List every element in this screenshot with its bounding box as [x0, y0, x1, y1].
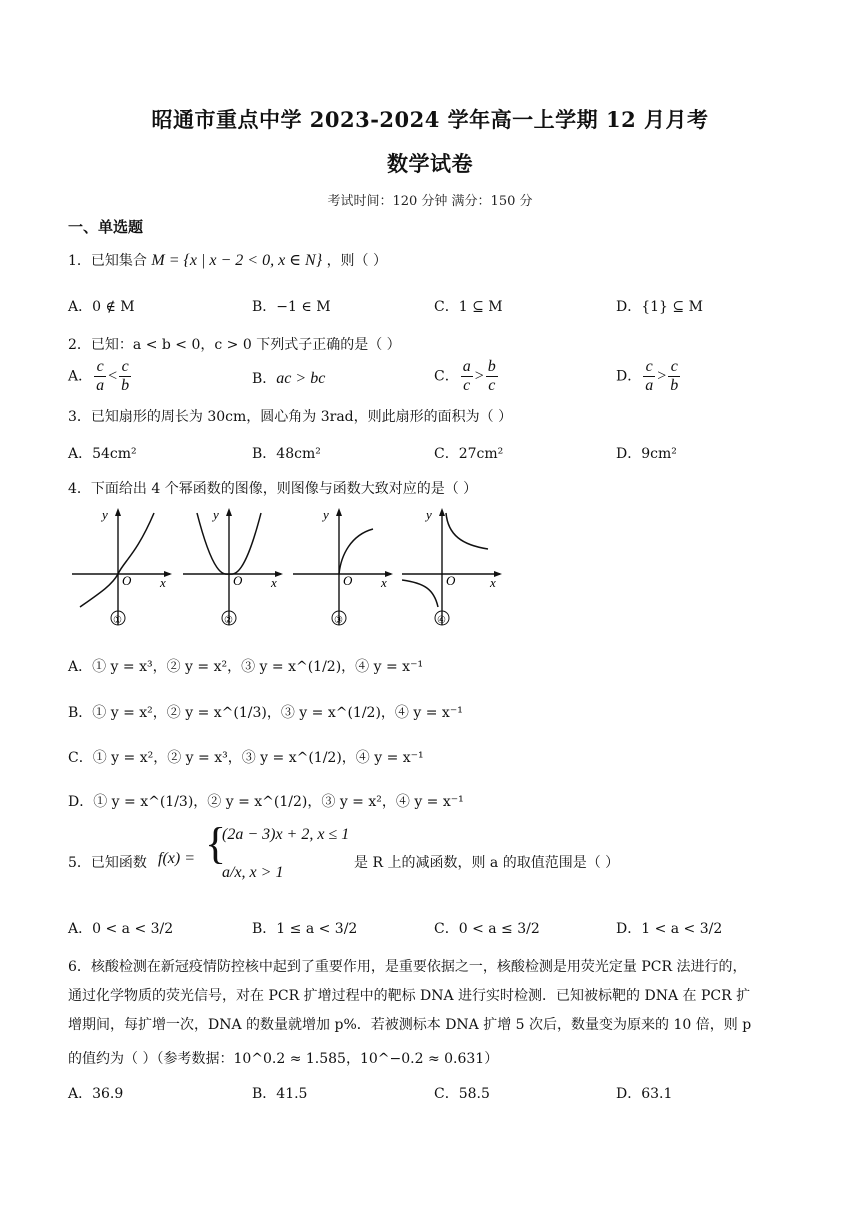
q1-prefix: 1．已知集合: [68, 253, 147, 269]
exam-title: 昭通市重点中学 2023-2024 学年高一上学期 12 月月考: [151, 107, 709, 132]
q5-case-1: (2a − 3)x + 2, x ≤ 1: [222, 826, 350, 843]
q6-line-1: 6．核酸检测在新冠疫情防控核中起到了重要作用，是重要依据之一，核酸检测是用荧光定量 PCR 法进行的，: [68, 959, 747, 975]
exam-info: 考试时间：120 分钟 满分：150 分: [327, 194, 533, 209]
q6-option-b[interactable]: B．41.5: [252, 1086, 308, 1102]
question-2: 2．已知：a < b < 0，c > 0 下列式子正确的是（ ）: [68, 337, 401, 353]
graph-2: [183, 505, 288, 630]
q2-option-c[interactable]: C． $\frac{a}{c}$ > $\frac{b}{c}$: [434, 358, 496, 394]
q5-prefix: 5．已知函数: [68, 855, 147, 871]
graph-label: ④: [437, 615, 446, 626]
q4-option-a[interactable]: A．① y = x³，② y = x²，③ y = x^(1/2)，④ y = x⁻¹: [68, 659, 424, 675]
graph-label: ①: [113, 615, 122, 626]
q2-option-a[interactable]: A． $\frac{c}{a}$ < $\frac{c}{b}$: [68, 358, 130, 394]
q4-option-c[interactable]: C．① y = x²，② y = x³，③ y = x^(1/2)，④ y = x⁻¹: [68, 750, 424, 766]
q1-set: M = {x | x − 2 < 0, x ∈ N}: [151, 252, 323, 269]
q6-line-2: 通过化学物质的荧光信号，对在 PCR 扩增过程中的靶标 DNA 进行实时检测．已知被标靶的 DNA 在 PCR 扩: [68, 988, 751, 1004]
question-3: 3．已知扇形的周长为 30cm，圆心角为 3rad，则此扇形的面积为（ ）: [68, 409, 513, 425]
axis-y-label: y: [102, 507, 108, 522]
q6-option-c[interactable]: C．58.5: [434, 1086, 490, 1102]
q1-option-a[interactable]: A．0 ∉ M: [68, 299, 135, 315]
q3-option-a[interactable]: A．54cm²: [68, 446, 137, 462]
origin-label: O: [122, 573, 132, 588]
q1-option-c[interactable]: C．1 ⊆ M: [434, 299, 503, 315]
graph-label: ③: [334, 615, 343, 626]
q6-option-a[interactable]: A．36.9: [68, 1086, 124, 1102]
q3-option-d[interactable]: D．9cm²: [616, 446, 677, 462]
q5-function-name: f(x) =: [158, 850, 195, 867]
axis-x-label: x: [490, 575, 496, 590]
q3-option-c[interactable]: C．27cm²: [434, 446, 504, 462]
origin-label: O: [446, 573, 456, 588]
q3-option-b[interactable]: B．48cm²: [252, 446, 321, 462]
axis-x-label: x: [271, 575, 277, 590]
graph-1: [72, 505, 177, 630]
q2-option-d[interactable]: D． $\frac{c}{a}$ > $\frac{c}{b}$: [616, 358, 679, 394]
axis-y-label: y: [323, 507, 329, 522]
axis-x-label: x: [381, 575, 387, 590]
q6-line-3: 增期间，每扩增一次，DNA 的数量就增加 p%．若被测标本 DNA 扩增 5 次后，数量变为原来的 10 倍，则 p: [68, 1017, 752, 1033]
origin-label: O: [343, 573, 353, 588]
section-heading: 一、单选题: [68, 218, 144, 236]
q5-option-b[interactable]: B．1 ≤ a < 3/2: [252, 921, 358, 937]
q1-option-b[interactable]: B．−1 ∈ M: [252, 299, 331, 315]
graph-label: ②: [224, 615, 233, 626]
axis-y-label: y: [213, 507, 219, 522]
q5-option-c[interactable]: C．0 < a ≤ 3/2: [434, 921, 540, 937]
q5-option-a[interactable]: A．0 < a < 3/2: [68, 921, 174, 937]
q5-suffix: 是 R 上的减函数，则 a 的取值范围是（ ）: [354, 855, 620, 871]
origin-label: O: [233, 573, 243, 588]
q5-case-2: a/x, x > 1: [222, 864, 284, 881]
q5-option-d[interactable]: D．1 < a < 3/2: [616, 921, 723, 937]
exam-subtitle: 数学试卷: [387, 151, 473, 176]
question-1: [68, 250, 387, 270]
graph-4: [402, 505, 507, 630]
q4-option-d[interactable]: D．① y = x^(1/3)，② y = x^(1/2)，③ y = x²，④ y = x⁻¹: [68, 794, 464, 810]
q6-line-4: 的值约为（ ）（参考数据：10^0.2 ≈ 1.585，10^−0.2 ≈ 0.631）: [68, 1051, 499, 1067]
graph-3: [293, 505, 398, 630]
q4-option-b[interactable]: B．① y = x²，② y = x^(1/3)，③ y = x^(1/2)，④ y = x⁻¹: [68, 705, 463, 721]
axis-x-label: x: [160, 575, 166, 590]
q1-suffix: ，则（ ）: [326, 253, 388, 269]
q6-option-d[interactable]: D．63.1: [616, 1086, 673, 1102]
q1-option-d[interactable]: D．{1} ⊆ M: [616, 299, 703, 315]
question-4: 4．下面给出 4 个幂函数的图像，则图像与函数大致对应的是（ ）: [68, 481, 478, 497]
q5-brace: {: [205, 819, 227, 868]
q2-option-b[interactable]: B．ac > bc: [252, 370, 326, 387]
axis-y-label: y: [426, 507, 432, 522]
